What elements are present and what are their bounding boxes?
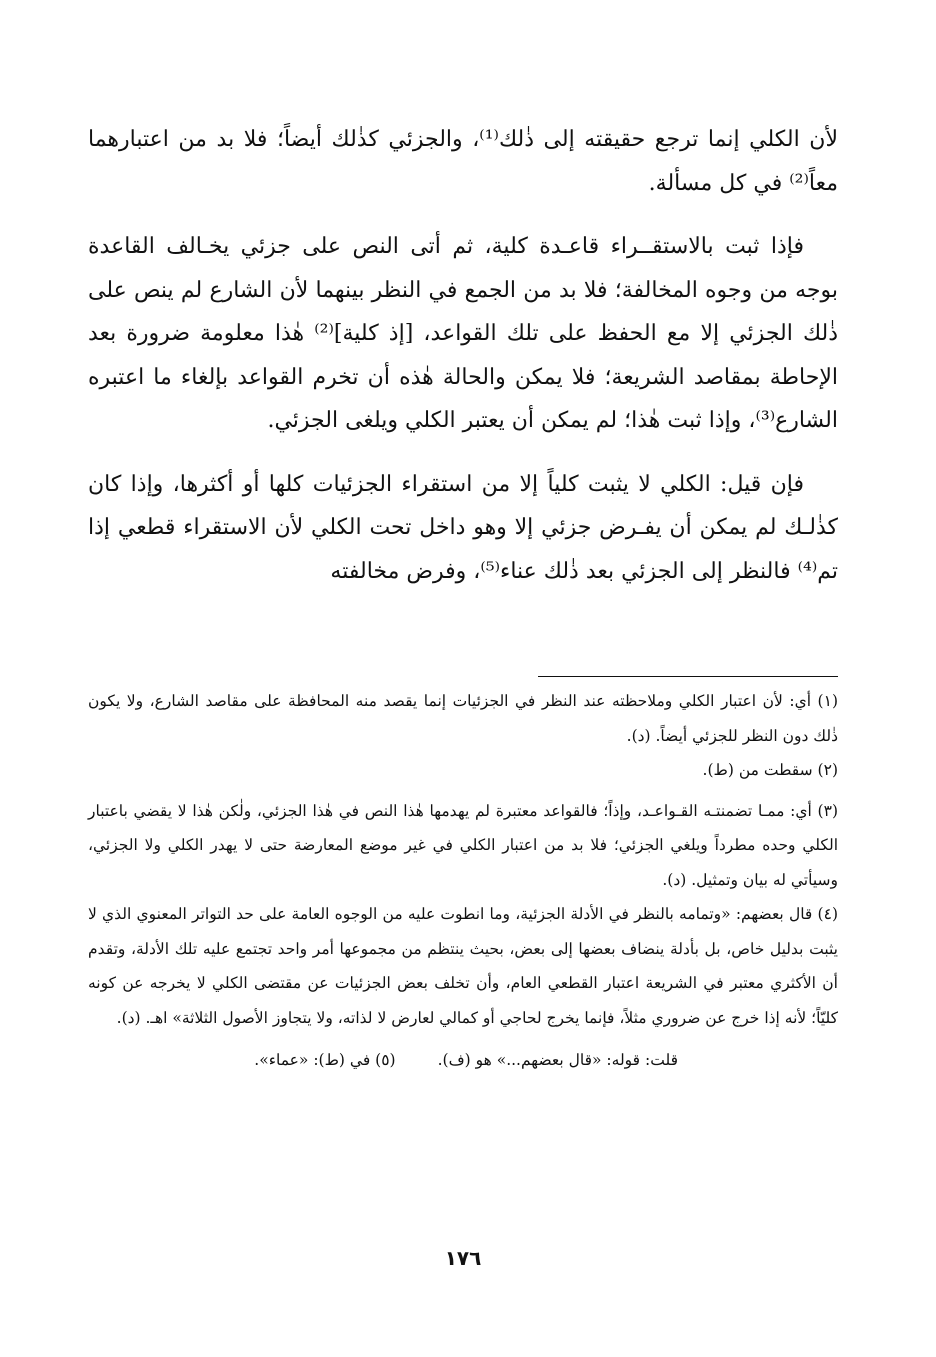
main-text — [88, 118, 838, 613]
footnote-final-row — [88, 1043, 838, 1078]
page-number: ١٧٦ — [444, 1246, 482, 1270]
book-page — [88, 0, 838, 1357]
footnotes — [88, 684, 838, 1078]
footnote-1: (١) أي: لأن اعتبار الكلي وملاحظته عند النظر في الجزئيات إنما يقصد منه المحافظة على مقاصد الشارع، ولا يكون ذٰلك دون النظر للجزئي أيضاً. (د). — [88, 692, 838, 745]
footnote-2: (٢) سقطت من (ط). — [702, 761, 838, 779]
editor-note: قلت: قوله: «قال بعضهم...» هو (ف). — [437, 1051, 678, 1069]
paragraph-1: لأن الكلي إنما ترجع حقيقته إلى ذٰلك⁽¹⁾، والجزئي كذٰلك أيضاً؛ فلا بد من اعتبارهما معاً⁽²⁾ في كل مسألة. — [88, 127, 838, 196]
footnote-4: (٤) قال بعضهم: «وتمامه بالنظر في الأدلة الجزئية، وما انطوت عليه من الوجوه العامة على حد التواتر المعنوي الذي لا يثبت بدليل خاص، بل بأدلة ينضاف بعضها إلى بعض، بحيث ينتظم من مجموعها أمر واحد تجتمع عليه تلك الأدلة، وتقدم أن الأكثري معتبر في الشريعة اعتبار القطعي العام، وأن تخلف بعض الجزئيات عن مقتضى الكلي لا يخرجه عن كونه كليّاً؛ لأنه إذا خرج عن ضروري مثلاً، فإنما يخرج لحاجي أو كمالي لعارض لا لذاته، ولا يتجاوز الأصول الثلاثة» اهـ. (د). — [88, 905, 838, 1027]
paragraph-3: فإن قيل: الكلي لا يثبت كلياً إلا من استقراء الجزئيات كلها أو أكثرها، وإذا كان كذٰلـك لم يمكن أن يفـرض جزئي إلا وهو داخل تحت الكلي لأن الاستقراء قطعي إذا تم⁽⁴⁾ فالنظر إلى الجزئي بعد ذٰلك عناء⁽⁵⁾، وفرض مخالفته — [88, 471, 838, 584]
footnote-separator — [538, 676, 838, 677]
paragraph-2: فإذا ثبت بالاستقــراء قاعـدة كلية، ثم أتى النص على جزئي يخـالف القاعدة بوجه من وجوه المخالفة؛ فلا بد من الجمع في النظر بينهما لأن الشارع لم ينص على ذٰلك الجزئي إلا مع الحفظ على تلك القواعد، [إذ كلية]⁽²⁾ هٰذا معلومة ضرورة بعد الإحاطة بمقاصد الشريعة؛ فلا يمكن والحالة هٰذه أن تخرم القواعد بإلغاء ما اعتبره الشارع⁽³⁾، وإذا ثبت هٰذا؛ لم يمكن أن يعتبر الكلي ويلغى الجزئي. — [88, 234, 839, 433]
footnote-5: (٥) في (ط): «عماء». — [254, 1051, 396, 1069]
footnote-3: (٣) أي: ممـا تضمنتـه القـواعـد، وإذاً؛ فالقواعد معتبرة لم يهدمها هٰذا النص في هٰذا الجزئي، ولٰكن هٰذا لا يقضي باعتبار الكلي وحده مطرداً ويلغي الجزئي؛ فلا بد من اعتبار الكلي في غير موضع المعارضة حتى لا يهدر الكلي ولا الجزئي، وسيأتي له بيان وتمثيل. (د). — [88, 801, 838, 889]
